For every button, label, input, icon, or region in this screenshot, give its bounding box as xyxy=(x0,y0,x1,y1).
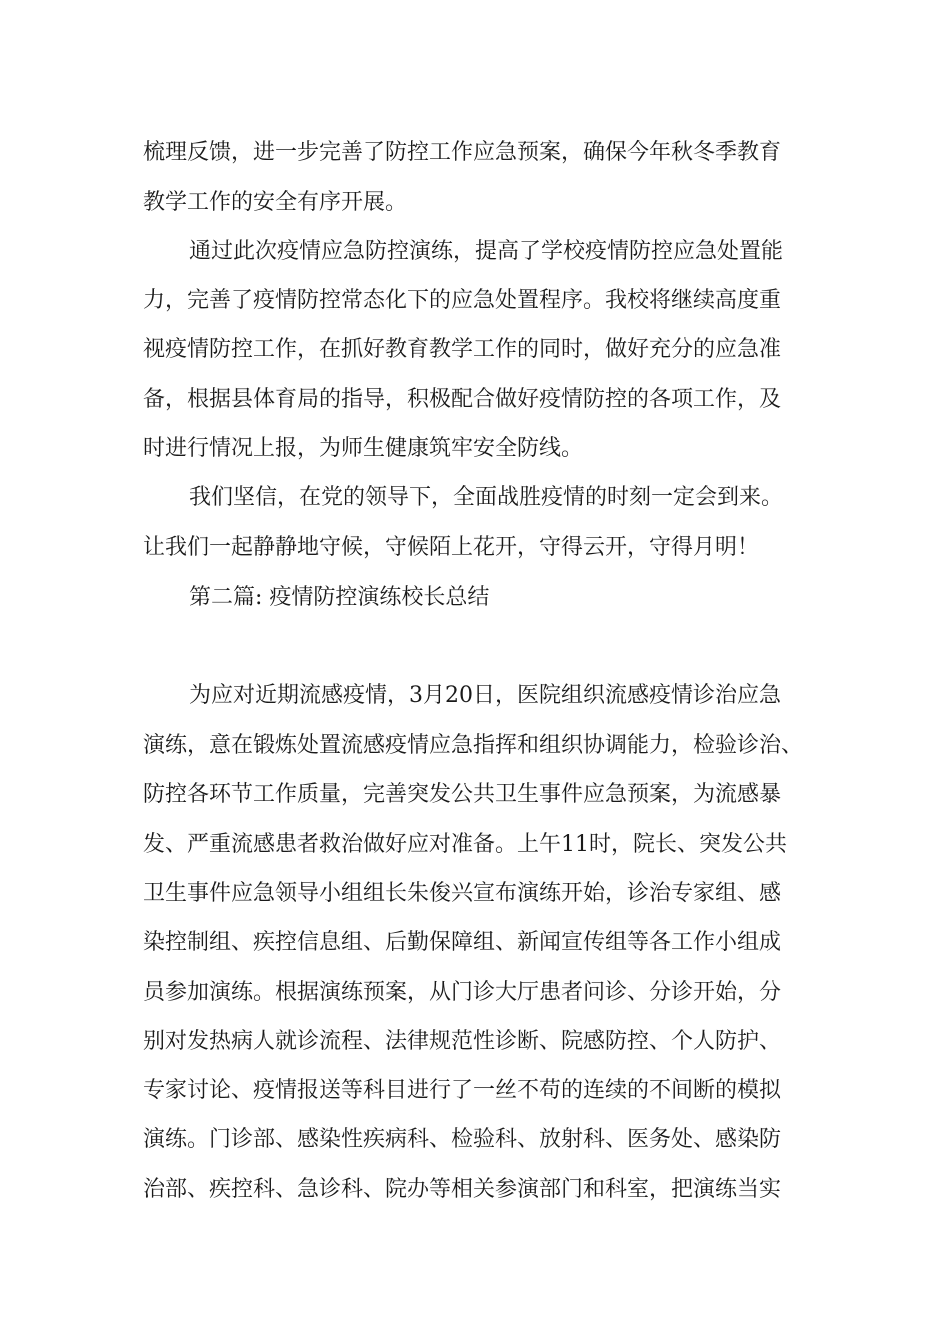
paragraph-line: 通过此次疫情应急防控演练，提高了学校疫情防控应急处置能 xyxy=(189,239,784,264)
paragraph-line: 教学工作的安全有序开展。 xyxy=(143,190,408,215)
paragraph-line: 让我们一起静静地守候，守候陌上花开，守得云开，守得月明！ xyxy=(143,535,760,560)
paragraph-line: 卫生事件应急领导小组组长朱俊兴宣布演练开始，诊治专家组、感 xyxy=(143,881,782,906)
paragraph-line: 备，根据县体育局的指导，积极配合做好疫情防控的各项工作，及 xyxy=(143,387,782,412)
paragraph-line: 治部、疾控科、急诊科、院办等相关参演部门和科室，把演练当实 xyxy=(143,1177,782,1202)
paragraph-line: 我们坚信，在党的领导下，全面战胜疫情的时刻一定会到来。 xyxy=(189,485,784,510)
paragraph-line: 染控制组、疾控信息组、后勤保障组、新闻宣传组等各工作小组成 xyxy=(143,930,782,955)
paragraph-line: 员参加演练。根据演练预案，从门诊大厅患者问诊、分诊开始，分 xyxy=(143,980,782,1005)
paragraph-line: 演练，意在锻炼处置流感疫情应急指挥和组织协调能力，检验诊治、 xyxy=(143,733,804,758)
paragraph-line: 为应对近期流感疫情，3月20日，医院组织流感疫情诊治应急 xyxy=(189,683,781,708)
paragraph-line: 别对发热病人就诊流程、法律规范性诊断、院感防控、个人防护、 xyxy=(143,1029,782,1054)
section-heading: 第二篇: 疫情防控演练校长总结 xyxy=(189,585,490,610)
paragraph-line: 演练。门诊部、感染性疾病科、检验科、放射科、医务处、感染防 xyxy=(143,1127,782,1152)
paragraph-line: 时进行情况上报，为师生健康筑牢安全防线。 xyxy=(143,436,584,461)
paragraph-line: 发、严重流感患者救治做好应对准备。上午11时，院长、突发公共 xyxy=(143,832,787,857)
paragraph-line: 专家讨论、疫情报送等科目进行了一丝不苟的连续的不间断的模拟 xyxy=(143,1078,782,1103)
paragraph-line: 防控各环节工作质量，完善突发公共卫生事件应急预案，为流感暴 xyxy=(143,782,782,807)
paragraph-line: 视疫情防控工作，在抓好教育教学工作的同时，做好充分的应急准 xyxy=(143,337,782,362)
paragraph-line: 力，完善了疫情防控常态化下的应急处置程序。我校将继续高度重 xyxy=(143,288,782,313)
paragraph-line: 梳理反馈，进一步完善了防控工作应急预案，确保今年秋冬季教育 xyxy=(143,140,782,165)
